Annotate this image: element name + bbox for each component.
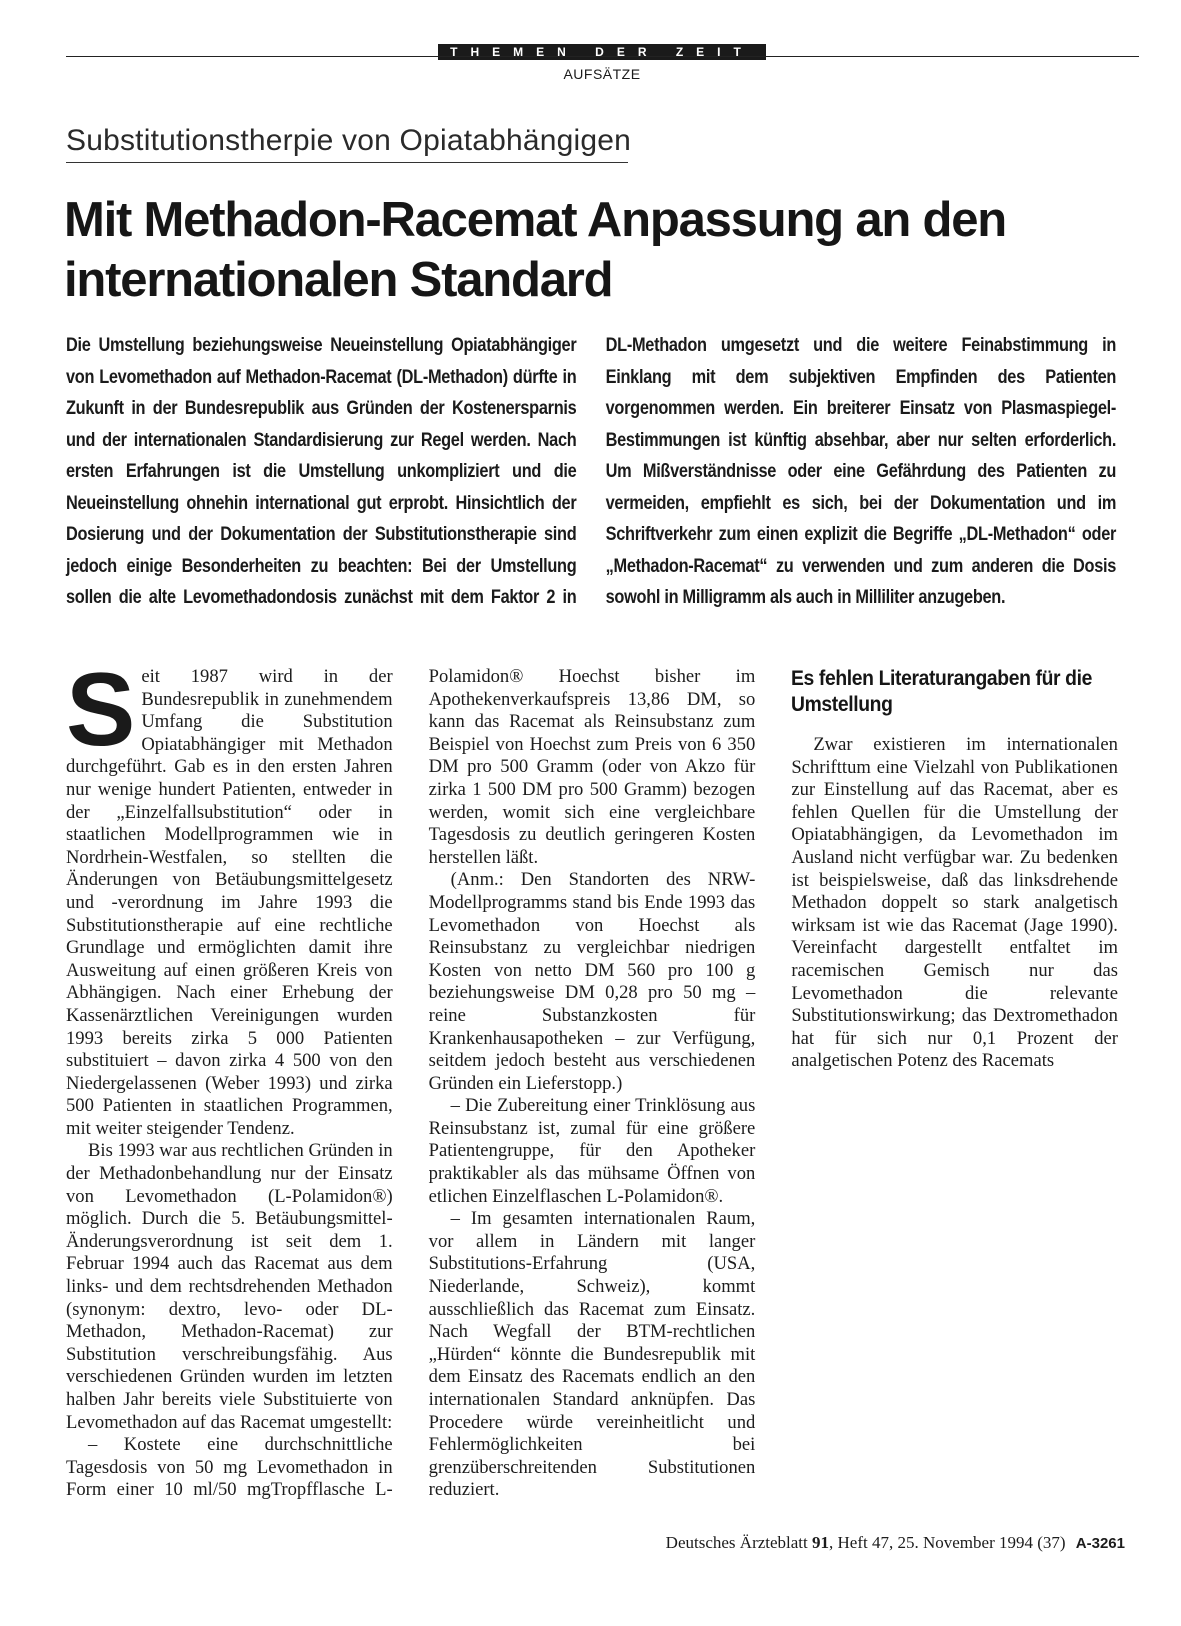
body-paragraph: – Die Zubereitung einer Trinklösung aus Reinsubstanz ist, zumal für eine größere Patientengruppe, für den Apotheker praktikabler als das mühsame Öffnen von etlichen Einzelflaschen L-Polamidon®. (428, 1095, 756, 1207)
body-paragraph: Zwar existieren im internationalen Schrifttum eine Vielzahl von Publikationen zur Einstellung auf das Racemat, aber es fehlen Quellen für die Umstellung der Opiatabhängigen, da Levomethadon im Ausland nicht verfügbar war. Zu bedenken ist beispielsweise, daß das linksdrehende Methadon doppelt so stark analgetisch wirksam ist wie das Racemat (Jage 1990). Vereinfacht dargestellt entfaltet im racemischen Gemisch nur das Levomethadon die relevante Substitutionswirkung; das Dextromethadon hat für sich nur 0,1 Prozent der analgetischen Potenz des Racemats (791, 734, 1118, 1072)
body-paragraph: – Kostete eine durchschnittliche Tagesdosis von 50 mg Levomethadon in Form einer 10 ml/50 mgTropfflasche L-Polamidon® Hoechst bisher im Apothekenverkaufspreis 13,86 DM, so kann das Racemat als Reinsubstanz zum Beispiel von Hoechst zum Preis von 6 350 DM pro 500 Gramm (oder von Akzo für zirka 1 500 DM pro 500 Gramm) bezogen werden, womit sich eine vergleichbare Tagesdosis zu deutlich geringeren Kosten herstellen läßt. (66, 666, 756, 1501)
section-label: THEMEN DER ZEIT (438, 44, 766, 60)
article-body (66, 652, 1118, 1502)
article-title: Mit Methadon-Racemat Anpassung an den internationalen Standard (64, 193, 1007, 307)
body-paragraph: Bis 1993 war aus rechtlichen Gründen in der Methadonbehandlung nur der Einsatz von Levomethadon (L-Polamidon®) möglich. Durch die 5. Betäubungsmittel-Änderungsverordnung ist seit dem 1. Februar 1994 auch das Racemat aus dem links- und dem rechtsdrehenden Methadon (synonym: dextro, levo- oder DL-Methadon, Methadon-Racemat) zur Substitution verschreibungsfähig. Aus verschiedenen Gründen wurden im letzten halben Jahr bereits viele Substituierte von Levomethadon auf das Racemat umgestellt: (66, 1140, 393, 1433)
section-subheading: Es fehlen Literaturangaben für die Umstellung (791, 667, 1093, 716)
issue-info: , Heft 47, 25. November 1994 (37) (829, 1533, 1066, 1552)
article-kicker: Substitutionstherpie von Opiatabhängigen (66, 124, 632, 157)
page-footer (666, 1533, 1125, 1553)
page-number: A-3261 (1075, 1535, 1125, 1552)
body-paragraph: – Im gesamten internationalen Raum, vor allem in Ländern mit langer Substitutions-Erfahrung (USA, Niederlande, Schweiz), kommt ausschließlich das Racemat zum Einsatz. Nach Wegfall der BTM-rechtlichen „Hürden“ könnte die Bundesrepublik mit dem Einsatz des Racemats endlich an den internationalen Standard anknüpfen. Das Procedere würde vereinheitlicht und Fehlermöglichkeiten bei grenzüberschreitenden Substitutionen reduziert. (428, 1208, 756, 1501)
article-lead: Die Umstellung beziehungsweise Neueinstellung Opiatabhängiger von Levomethadon auf Methadon-Racemat (DL-Methadon) dürfte in Zukunft in der Bundesrepublik aus Gründen der Kostenersparnis und der internationalen Standardisierung zur Regel werden. Nach ersten Erfahrungen ist die Umstellung unkompliziert und die Neueinstellung ohnehin international gut erprobt. Hinsichtlich der Dosierung und der Dokumentation der Substitutionstherapie sind jedoch einige Besonderheiten zu beachten: Bei der Umstellung sollen die alte Levomethadondosis zunächst mit dem Faktor 2 in DL-Methadon umgesetzt und die weitere Feinabstimmung in Einklang mit dem subjektiven Empfinden des Patienten vorgenommen werden. Ein breiterer Einsatz von Plasmaspiegel-Bestimmungen ist künftig absehbar, aber nur selten erforderlich. Um Mißverständnisse oder eine Gefährdung des Patienten zu vermeiden, empfiehlt es sich, bei der Dokumentation und im Schriftverkehr zum einen explizit die Begriffe „DL-Methadon“ oder „Methadon-Racemat“ zu verwenden und zum anderen die Dosis sowohl in Milligramm als auch in Milliliter anzugeben. (66, 335, 1117, 608)
journal-volume: 91 (812, 1533, 830, 1552)
body-paragraph: (Anm.: Den Standorten des NRW-Modellprogramms stand bis Ende 1993 das Levomethadon von Hoechst als Reinsubstanz zu vergleichbar niedrigen Kosten von netto DM 560 pro 100 g beziehungsweise DM 0,28 pro 50 mg – reine Substanzkosten für Krankenhausapotheken – zur Verfügung, seitdem jedoch besteht aus verschiedenen Gründen ein Lieferstopp.) (428, 869, 756, 1094)
kicker-underline (66, 162, 628, 163)
body-paragraph: Seit 1987 wird in der Bundesrepublik in zunehmendem Umfang die Substitution Opiatabhängiger mit Methadon durchgeführt. Gab es in den ersten Jahren nur wenige hundert Patienten, entweder in der „Einzelfallsubstitution“ oder in staatlichen Modellprogrammen wie in Nordrhein-Westfalen, so stellten die Änderungen von Betäubungsmittelgesetz und -verordnung im Jahre 1993 die Substitutionstherapie auf eine rechtliche Grundlage und ermöglichten damit ihre Ausweitung auf einen größeren Kreis von Abhängigen. Nach einer Erhebung der Kassenärztlichen Vereinigungen wurden 1993 bereits zirka 5 000 Patienten substituiert – davon zirka 4 500 von den Niedergelassenen (Weber 1993) und zirka 500 Patienten in staatlichen Programmen, mit weiter steigender Tendenz. (66, 652, 393, 1139)
header-rule (66, 56, 1139, 57)
drop-cap: S (66, 652, 136, 768)
subsection-label: AUFSÄTZE (563, 66, 641, 82)
journal-name: Deutsches Ärzteblatt (665, 1533, 808, 1552)
